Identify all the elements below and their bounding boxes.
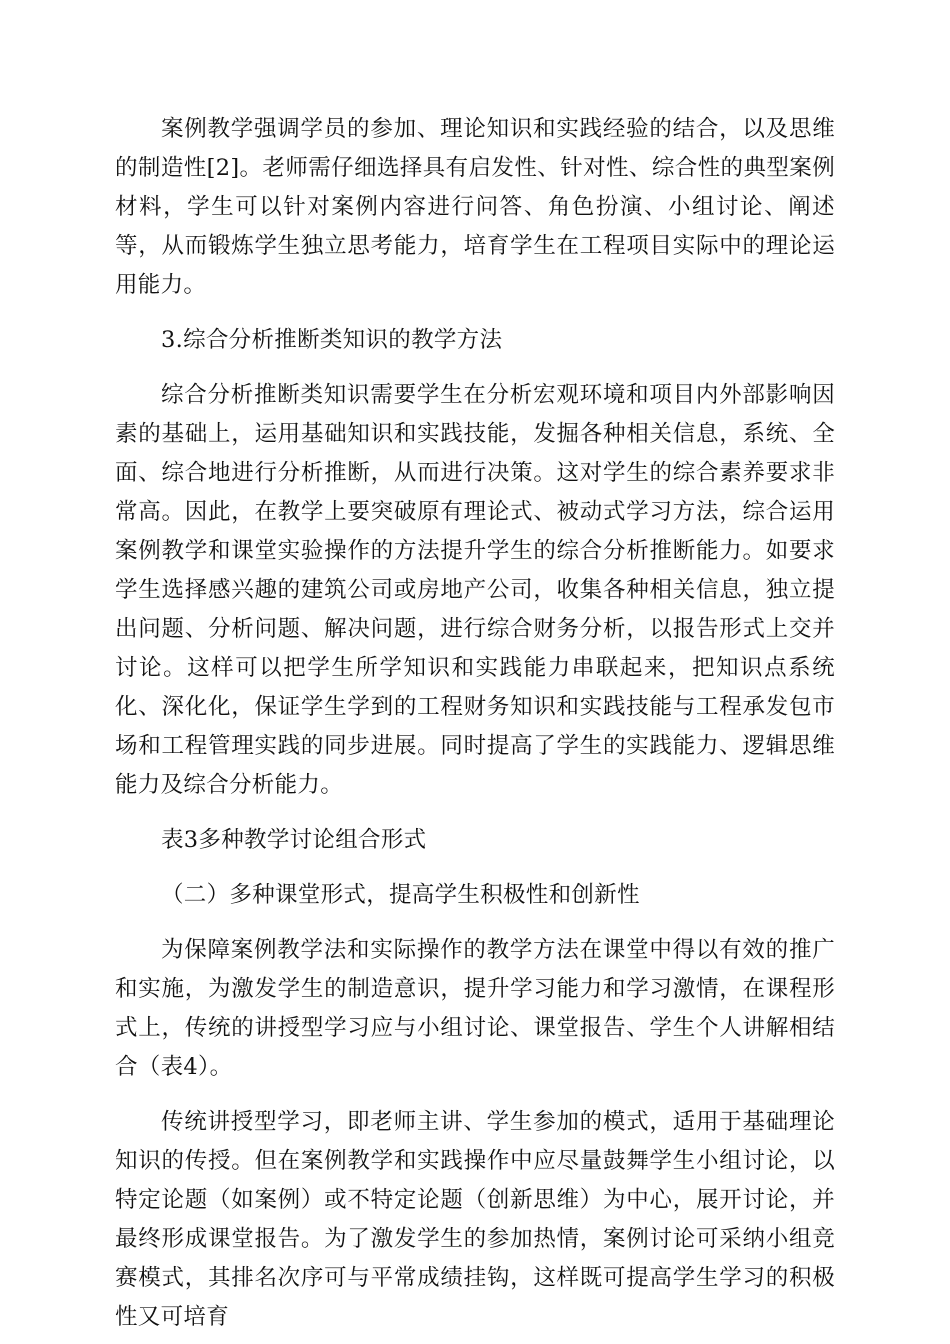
table-caption-3: 表3多种教学讨论组合形式 [161,827,427,853]
document-body [115,110,835,1337]
section-heading-2: （二）多种课堂形式，提高学生积极性和创新性 [161,882,640,908]
paragraph-class-forms: 为保障案例教学法和实际操作的教学方法在课堂中得以有效的推广和实施，为激发学生的制造意识，提升学习能力和学习激情，在课程形式上，传统的讲授型学习应与小组讨论、课堂报告、学生个人讲解相结合（表4）。 [115,937,835,1080]
paragraph-case-teaching: 案例教学强调学员的参加、理论知识和实践经验的结合，以及思维的制造性[2]。老师需仔细选择具有启发性、针对性、综合性的典型案例材料，学生可以针对案例内容进行问答、角色扮演、小组讨论、阐述等，从而锻炼学生独立思考能力，培育学生在工程项目实际中的理论运用能力。 [115,116,835,298]
paragraph-comprehensive-analysis: 综合分析推断类知识需要学生在分析宏观环境和项目内外部影响因素的基础上，运用基础知识和实践技能，发掘各种相关信息，系统、全面、综合地进行分析推断，从而进行决策。这对学生的综合素养要求非常高。因此，在教学上要突破原有理论式、被动式学习方法，综合运用案例教学和课堂实验操作的方法提升学生的综合分析推断能力。如要求学生选择感兴趣的建筑公司或房地产公司，收集各种相关信息，独立提出问题、分析问题、解决问题，进行综合财务分析，以报告形式上交并讨论。这样可以把学生所学知识和实践能力串联起来，把知识点系统化、深化化，保证学生学到的工程财务知识和实践技能与工程承发包市场和工程管理实践的同步进展。同时提高了学生的实践能力、逻辑思维能力及综合分析能力。 [115,382,835,798]
section-heading-3: 3.综合分析推断类知识的教学方法 [161,327,503,353]
paragraph-traditional-lecture: 传统讲授型学习，即老师主讲、学生参加的模式，适用于基础理论知识的传授。但在案例教学和实践操作中应尽量鼓舞学生小组讨论，以特定论题（如案例）或不特定论题（创新思维）为中心，展开讨论，并最终形成课堂报告。为了激发学生的参加热情，案例讨论可采纳小组竞赛模式，其排名次序可与平常成绩挂钩，这样既可提高学生学习的积极性又可培育 [115,1109,835,1330]
